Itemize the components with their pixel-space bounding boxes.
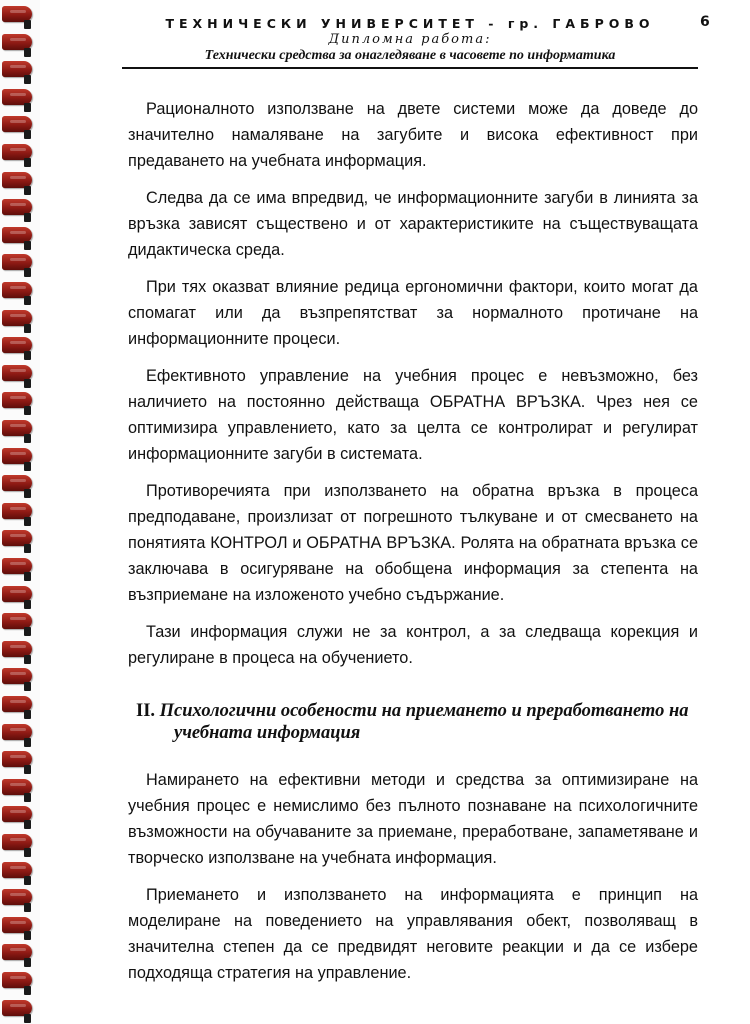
binding-hole: [24, 600, 31, 609]
binding-hole: [24, 103, 31, 112]
paragraph: Приемането и използването на информацията е принцип на моделиране на поведението на управлявания обект, позволяващ в значителна степен да се предвидят неговите реакции и да се избере подходяща стратегия на управление.: [128, 886, 698, 982]
paragraph: Рационалното използване на двете системи може да доведе до значително намаляване на загубите и висока ефективност при предаването на учебната информация.: [128, 100, 698, 170]
binding-hole: [24, 379, 31, 388]
binding-hole: [24, 517, 31, 526]
binding-hole: [24, 406, 31, 415]
university-name: ТЕХНИЧЕСКИ УНИВЕРСИТЕТ - гр. ГАБРОВО: [165, 16, 655, 31]
page-body: [128, 96, 698, 997]
binding-hole: [24, 268, 31, 277]
binding-hole: [24, 1014, 31, 1023]
spiral-binding: [0, 0, 40, 1024]
binding-hole: [24, 158, 31, 167]
binding-hole: [24, 489, 31, 498]
section-number: II.: [136, 701, 156, 721]
binding-hole: [24, 627, 31, 636]
binding-hole: [24, 876, 31, 885]
binding-hole: [24, 848, 31, 857]
binding-hole: [24, 462, 31, 471]
work-type: Дипломна работа:: [328, 32, 492, 47]
paragraph: Следва да се има впредвид, че информационните загуби в линията за връзка зависят съществено и от характеристиките на съществуващата дидактическа среда.: [128, 189, 698, 259]
binding-hole: [24, 213, 31, 222]
binding-hole: [24, 351, 31, 360]
binding-hole: [24, 655, 31, 664]
binding-hole: [24, 130, 31, 139]
binding-hole: [24, 544, 31, 553]
binding-hole: [24, 324, 31, 333]
paragraph: При тях оказват влияние редица ергономични фактори, които могат да спомагат или да възпрепятстват за нормалното протичане на информационните процеси.: [128, 278, 698, 348]
binding-hole: [24, 48, 31, 57]
binding-hole: [24, 903, 31, 912]
binding-hole: [24, 241, 31, 250]
paragraph: Противоречията при използването на обратна връзка в процеса предподаване, произлизат от погрешното тълкуване и от смесването на понятията КОНТРОЛ и ОБРАТНА ВРЪЗКА. Ролята на обратната връзка се заключава в осигуряване на обобщена информация за степента на възприемане на изложеното учебно съдържание.: [128, 482, 698, 604]
thesis-title: Технически средства за онагледяване в часовете по информатика: [122, 48, 698, 69]
paragraph: Тази информация служи не за контрол, а за следваща корекция и регулиране в процеса на обучението.: [128, 623, 698, 667]
binding-hole: [24, 75, 31, 84]
binding-hole: [24, 186, 31, 195]
paragraph: Намирането на ефективни методи и средства за оптимизиране на учебния процес е немислимо без пълното познаване на психологичните възможности на обучаваните за приемане, преработване, запаметяване и творческо използване на учебната информация.: [128, 771, 698, 867]
section-title: Психологични особености на приемането и преработването на учебната информация: [159, 701, 689, 743]
page-number: 6: [700, 14, 710, 30]
binding-hole: [24, 20, 31, 29]
binding-hole: [24, 986, 31, 995]
binding-hole: [24, 931, 31, 940]
paragraph: Ефективното управление на учебния процес е невъзможно, без наличието на постоянно действаща ОБРАТНА ВРЪЗКА. Чрез нея се оптимизира управлението, като за целта се контролират и регулират информационните загуби в системата.: [128, 367, 698, 463]
binding-hole: [24, 296, 31, 305]
binding-hole: [24, 434, 31, 443]
section-heading: [136, 700, 698, 744]
binding-hole: [24, 820, 31, 829]
binding-hole: [24, 710, 31, 719]
binding-hole: [24, 958, 31, 967]
binding-hole: [24, 793, 31, 802]
page-header: [122, 16, 698, 69]
binding-hole: [24, 572, 31, 581]
binding-hole: [24, 738, 31, 747]
binding-hole: [24, 765, 31, 774]
binding-hole: [24, 682, 31, 691]
